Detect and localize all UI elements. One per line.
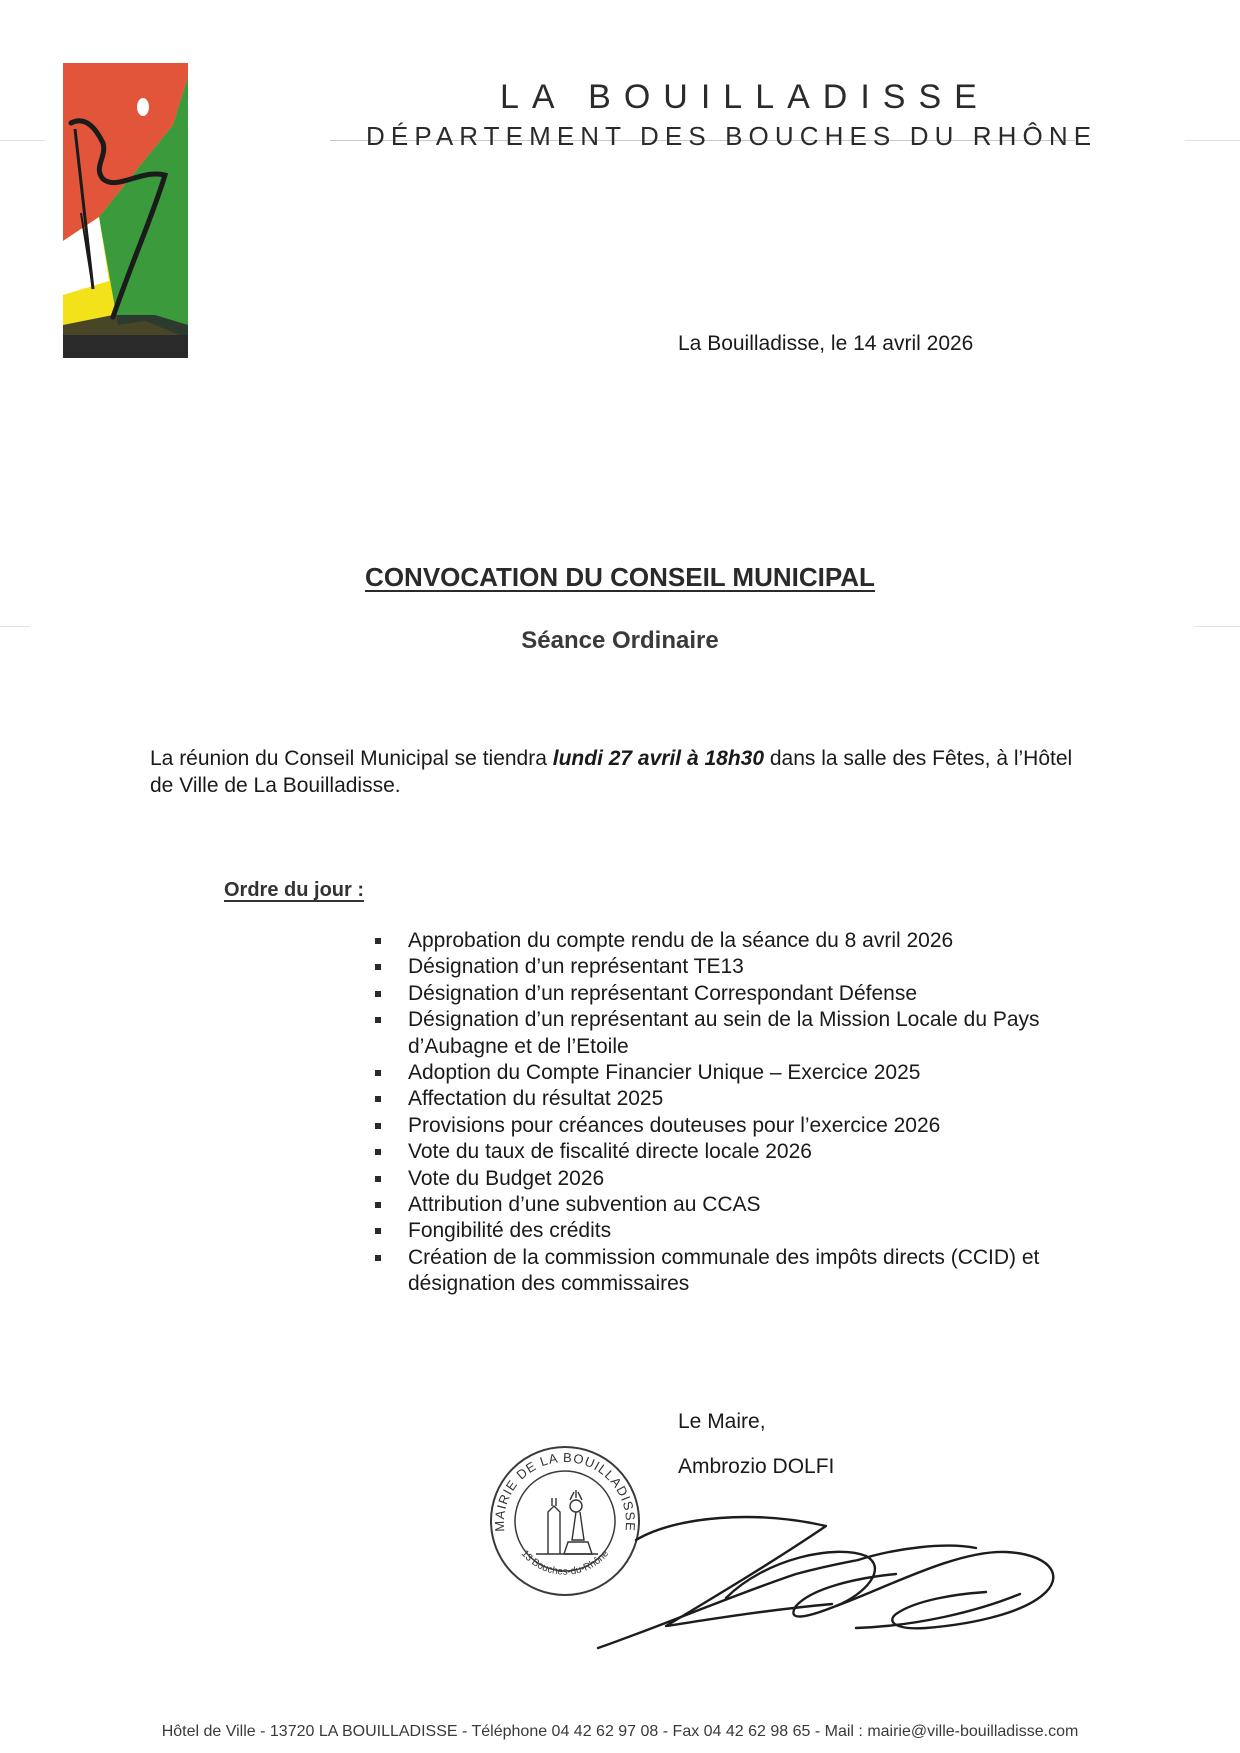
agenda-list [375, 928, 1115, 1298]
agenda-item [375, 1166, 1115, 1192]
town-name: LA BOUILLADISSE [500, 78, 990, 116]
svg-text:13 Bouches-du-Rhône: 13 Bouches-du-Rhône [518, 1548, 612, 1578]
fold-mark [1185, 140, 1240, 141]
agenda-item [375, 1086, 1115, 1112]
agenda-item [375, 1218, 1115, 1244]
agenda-item-text: Vote du taux de fiscalité directe locale 2026 [408, 1140, 812, 1164]
bullet-icon [375, 1176, 381, 1182]
agenda-item [375, 928, 1115, 954]
agenda-heading: Ordre du jour : [224, 879, 364, 901]
agenda-item-text: Provisions pour créances douteuses pour l’exercice 2026 [408, 1113, 941, 1137]
agenda-item [375, 981, 1115, 1007]
agenda-item-text: Désignation d’un représentant Correspondant Défense [408, 981, 917, 1005]
agenda-item-text: Désignation d’un représentant au sein de la Mission Locale du Pays d’Aubagne et de l’Etoile [408, 1008, 1040, 1058]
intro-paragraph [150, 745, 1100, 799]
handwritten-signature-icon [596, 1508, 1068, 1650]
agenda-item-text: Vote du Budget 2026 [408, 1166, 605, 1190]
bullet-icon [375, 1149, 381, 1155]
bullet-icon [375, 938, 381, 944]
date-line: La Bouilladisse, le 14 avril 2026 [678, 332, 974, 355]
intro-text-after: dans la salle des Fêtes, à l’Hôtel de Ville de La Bouilladisse. [150, 747, 1073, 797]
signatory-role: Le Maire, [678, 1410, 766, 1433]
bullet-icon [375, 1228, 381, 1234]
footer-contact: Hôtel de Ville - 13720 LA BOUILLADISSE - Téléphone 04 42 62 97 08 - Fax 04 42 62 98 65 - Mail : mairie@ville-bouilladisse.com [161, 1723, 1079, 1740]
agenda-item [375, 1245, 1115, 1298]
bullet-icon [375, 1096, 381, 1102]
bullet-icon [375, 1070, 381, 1076]
bullet-icon [375, 964, 381, 970]
agenda-item [375, 954, 1115, 980]
bullet-icon [375, 1255, 381, 1261]
svg-text:MAIRIE DE LA BOUILLADISSE: MAIRIE DE LA BOUILLADISSE [491, 1449, 639, 1533]
bullet-icon [375, 1017, 381, 1023]
agenda-item [375, 1113, 1115, 1139]
bullet-icon [375, 1202, 381, 1208]
agenda-item [375, 1060, 1115, 1086]
signatory-name: Ambrozio DOLFI [678, 1455, 835, 1478]
document-subtitle: Séance Ordinaire [521, 627, 719, 654]
agenda-item [375, 1192, 1115, 1218]
intro-text-before: La réunion du Conseil Municipal se tiendra [150, 747, 553, 770]
fold-mark [0, 140, 45, 141]
agenda-item-text: Affectation du résultat 2025 [408, 1087, 664, 1111]
agenda-item-text: Adoption du Compte Financier Unique – Exercice 2025 [408, 1061, 921, 1085]
agenda-item-text: Attribution d’une subvention au CCAS [408, 1193, 761, 1217]
agenda-item-text: Fongibilité des crédits [408, 1219, 612, 1243]
town-logo-icon [63, 63, 188, 358]
agenda-item-text: Création de la commission communale des impôts directs (CCID) et désignation des commissaires [408, 1245, 1040, 1296]
bullet-icon [375, 991, 381, 997]
agenda-item-text: Désignation d’un représentant TE13 [408, 955, 744, 979]
agenda-item [375, 1007, 1115, 1060]
agenda-item [375, 1139, 1115, 1165]
department-name: DÉPARTEMENT DES BOUCHES DU RHÔNE [366, 121, 1098, 151]
document-title: CONVOCATION DU CONSEIL MUNICIPAL [365, 562, 875, 592]
meeting-date-time: lundi 27 avril à 18h30 [552, 747, 765, 770]
bullet-icon [375, 1123, 381, 1129]
agenda-item-text: Approbation du compte rendu de la séance du 8 avril 2026 [408, 929, 954, 952]
